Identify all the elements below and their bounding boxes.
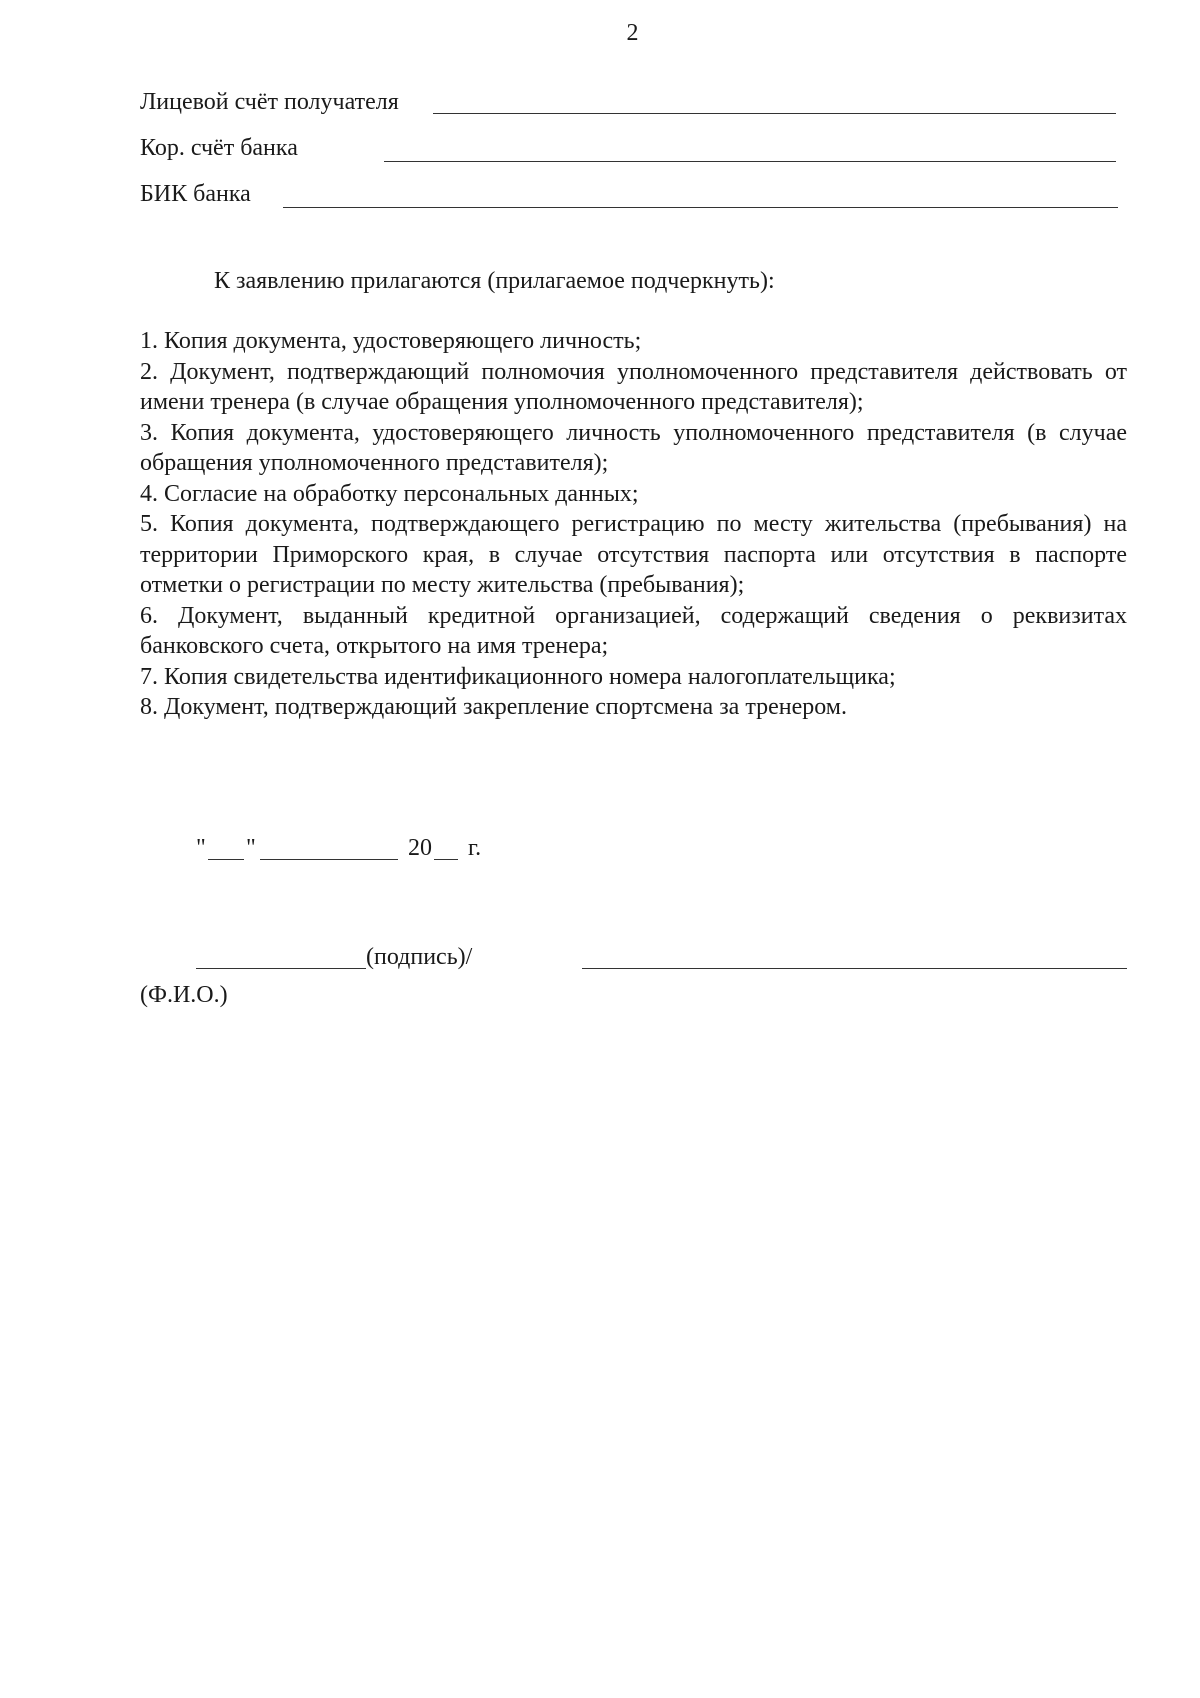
attachment-item: 8. Документ, подтверждающий закрепление спортсмена за тренером. <box>140 694 847 720</box>
date-year-blank[interactable] <box>434 859 458 860</box>
bik-line[interactable] <box>283 207 1118 208</box>
correspondent-account-label: Кор. счёт банка <box>140 135 298 161</box>
attachment-item: 4. Согласие на обработку персональных данных; <box>140 480 639 507</box>
correspondent-account-line[interactable] <box>384 161 1116 162</box>
bik-label: БИК банка <box>140 181 251 207</box>
bik-field <box>140 178 1130 210</box>
date-quote-open: " <box>196 835 206 861</box>
page-number: 2 <box>626 20 639 46</box>
date-field <box>196 832 496 864</box>
account-field <box>140 86 1130 118</box>
attachment-item: 6. Документ, выданный кредитной организацией, содержащий сведения о реквизитах банковского счета, открытого на имя тренера; <box>140 602 1127 659</box>
date-year-prefix: 20 <box>408 835 432 861</box>
fio-label: (Ф.И.О.) <box>140 982 228 1008</box>
account-label: Лицевой счёт получателя <box>140 89 399 115</box>
signature-label: (подпись)/ <box>366 944 473 970</box>
signature-blank[interactable] <box>196 968 366 969</box>
attachments-intro: К заявлению прилагаются (прилагаемое подчеркнуть): <box>214 268 775 294</box>
attachment-item: 3. Копия документа, удостоверяющего личность уполномоченного представителя (в случае обращения уполномоченного представителя); <box>140 419 1127 476</box>
attachments-list <box>140 326 1127 723</box>
date-month-blank[interactable] <box>260 859 398 860</box>
attachment-item: 7. Копия свидетельства идентификационного номера налогоплательщика; <box>140 663 896 690</box>
attachment-item: 1. Копия документа, удостоверяющего личность; <box>140 328 642 354</box>
correspondent-account-field <box>140 132 1130 164</box>
date-day-blank[interactable] <box>208 859 244 860</box>
date-quote-close: " <box>246 835 256 861</box>
attachment-item: 2. Документ, подтверждающий полномочия уполномоченного представителя действовать от имени тренера (в случае обращения уполномоченного представителя); <box>140 358 1127 415</box>
account-line[interactable] <box>433 113 1116 114</box>
date-year-suffix: г. <box>468 835 482 861</box>
fio-blank[interactable] <box>582 968 1127 969</box>
attachment-item: 5. Копия документа, подтверждающего регистрацию по месту жительства (пребывания) на территории Приморского края, в случае отсутствия паспорта или отсутствия в паспорте отметки о регистрации по месту жительства (пребывания); <box>140 511 1127 598</box>
